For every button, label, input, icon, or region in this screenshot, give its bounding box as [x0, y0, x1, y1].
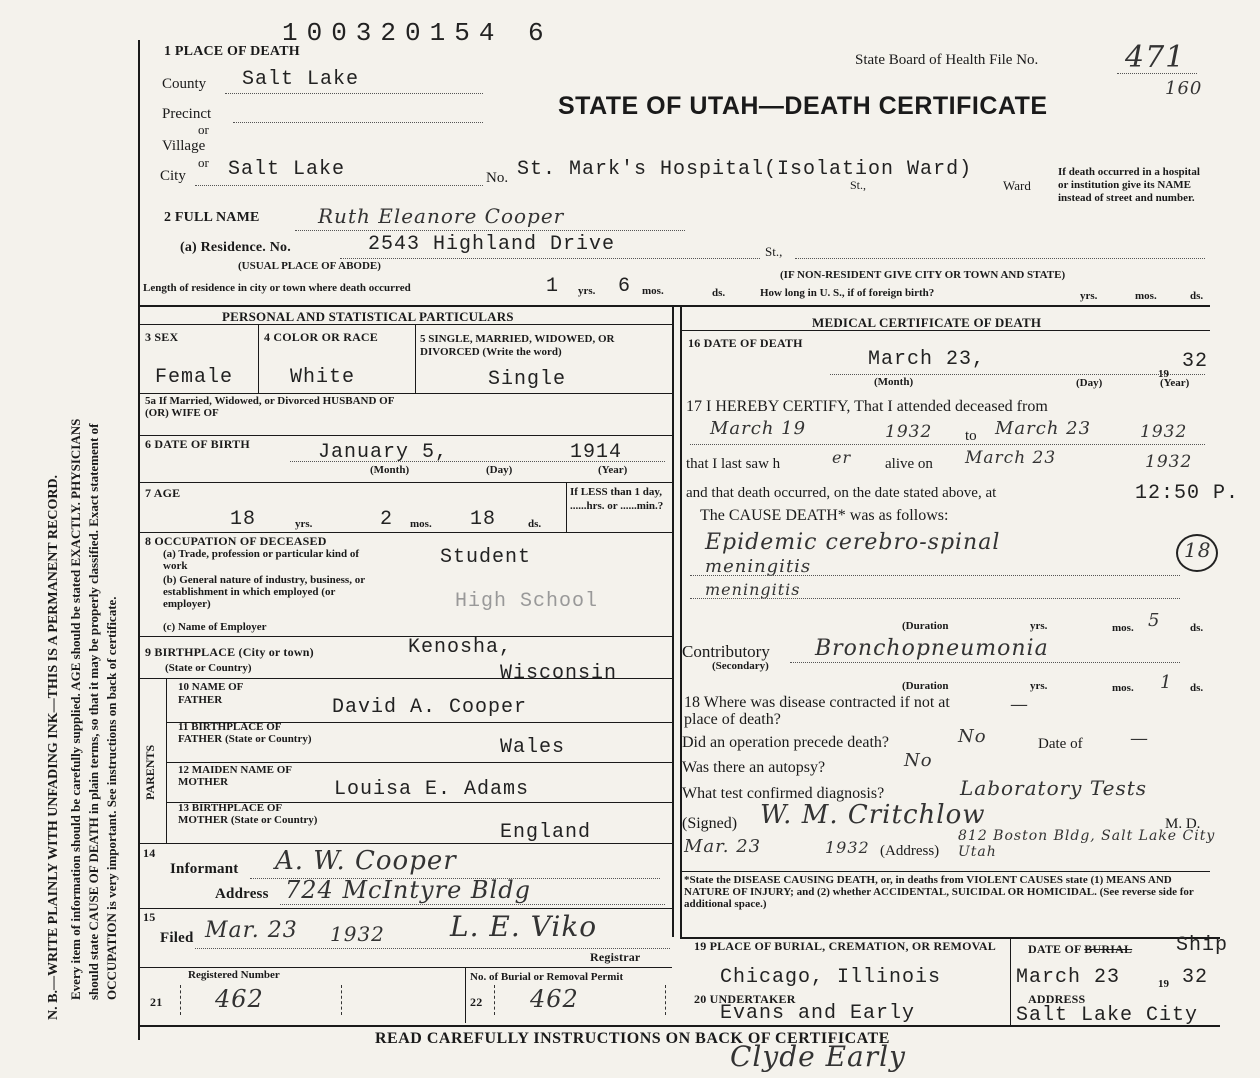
length-label: Length of residence in city or town where death occurred: [143, 282, 411, 294]
filed-date: Mar. 23: [205, 918, 298, 943]
birthplace-city: Kenosha,: [408, 636, 513, 659]
cause-code: 18: [1184, 538, 1212, 562]
physician-signature: W. M. Critchlow: [760, 800, 986, 830]
certify-text: 17 I HEREBY CERTIFY, That I attended deceased from: [686, 398, 1048, 415]
hospital-note: If death occurred in a hospital or institution give its NAME instead of street and number.: [1058, 166, 1200, 204]
death-time-text: and that death occurred, on the date stated above, at: [686, 485, 997, 501]
abode-note: (USUAL PLACE OF ABODE): [238, 260, 381, 272]
spouse-label: 5a If Married, Widowed, or Divorced HUSBAND OF (OR) WIFE OF: [145, 395, 395, 419]
attended-from: March 19: [710, 418, 807, 439]
burial-permit-label: No. of Burial or Removal Permit: [470, 971, 624, 983]
age-months: 2: [380, 508, 394, 531]
place-of-death-heading: 1 PLACE OF DEATH: [164, 44, 300, 59]
occupation-label: 8 OCCUPATION OF DECEASED: [145, 534, 327, 548]
parents-label: PARENTS: [143, 744, 157, 800]
informant-address: 724 McIntyre Bldg: [285, 876, 531, 904]
race-value: White: [290, 366, 356, 389]
last-saw-text: that I last saw h: [686, 456, 781, 472]
autopsy-label: Was there an autopsy?: [682, 759, 826, 776]
footnote: *State the DISEASE CAUSING DEATH, or, in deaths from VIOLENT CAUSES state (1) MEANS AND NATURE OF INJURY; and (2) whether ACCIDENTAL, SUICIDAL OR HOMICIDAL. (See reverse side for additional space.): [684, 874, 1194, 910]
undertaker-address-label: ADDRESS: [1028, 992, 1086, 1006]
village-label: Village: [162, 138, 206, 154]
informant-value: A. W. Cooper: [275, 846, 457, 876]
sex-label: 3 SEX: [145, 330, 179, 344]
dob-value: January 5,: [318, 441, 449, 464]
test-value: Laboratory Tests: [960, 776, 1148, 800]
burial-place-label: 19 PLACE OF BURIAL, CREMATION, OR REMOVAL: [694, 939, 996, 953]
father-birthplace-label: 11 BIRTHPLACE OF FATHER (State or Country): [178, 721, 312, 745]
signed-date: Mar. 23: [684, 836, 762, 857]
father-label: 10 NAME OF FATHER: [178, 681, 243, 706]
alive-date: March 23: [965, 448, 1057, 468]
less-than-label: If LESS than 1 day, ......hrs. or ......min.?: [570, 486, 664, 512]
filed-label: Filed: [160, 930, 194, 946]
mother-birthplace-label: 13 BIRTHPLACE OF MOTHER (State or Country): [178, 802, 318, 826]
cause-label: The CAUSE DEATH* was as follows:: [700, 507, 949, 524]
physician-address: 812 Boston Bldg, Salt Lake City Utah: [958, 828, 1216, 860]
race-label: 4 COLOR OR RACE: [264, 330, 379, 344]
residence-value: 2543 Highland Drive: [368, 233, 616, 256]
operation-label: Did an operation precede death?: [682, 734, 890, 751]
undertaker-signature: Clyde Early: [730, 1040, 906, 1073]
operation-value: No: [958, 726, 987, 747]
death-certificate: N. B.—WRITE PLAINLY WITH UNFADING INK—THIS IS A PERMANENT RECORD. Every item of information should be carefully supplied. AGE should be stated EXACTLY. PHYSICIANS should state CAUSE OF DEATH in plain terms, so that it may be properly classified. Exact statement of OCCUPATION is very important. See instructions on back of certificate. 100320154 6 State Board of Health File No. 471 160 STATE OF UTAH—DEATH CERTIFICATE 1 PLACE OF DEATH County Salt Lake Precinct or Village or City Salt Lake No. St. Mark's Hospital(Isolation Ward) St., Ward If death occurred in a hospital or institution give its NAME instead of street and number. 2 FULL NAME Ruth Eleanore Cooper (a) Residence. No. 2543 Highland Drive St., (USUAL PLACE OF ABODE) (IF NON-RESIDENT GIVE CITY OR TOWN AND STATE) Length of residence in city or town where death occurred 1 yrs. 6 mos. ds. How long in U. S., if of foreign birth? yrs. mos. ds. PERSONAL AND STATISTICAL PARTICULARS 3 SEX Female 4 COLOR OR RACE White 5 SINGLE, MARRIED, WIDOWED, OR DIVORCED (Write the word) Single 5a If Married, Widowed, or Divorced HUSBAND OF (OR) WIFE OF 6 DATE OF BIRTH January 5, 1914 (Month) (Day) (Year) 7 AGE 18 yrs. 2 mos. 18 ds. If LESS than 1 day, ......hrs. or ......min.? 8 OCCUPATION OF DECEASED (a) Trade, profession or particular kind of work Student (b) General nature of industry, business, or establishment in which employed (or employer) High School (c) Name of Employer 9 BIRTHPLACE (City or town) (State or Country) Kenosha, Wisconsin PARENTS 10 NAME OF FATHER David A. Cooper 11 BIRTHPLACE OF FATHER (State or Country) Wales 12 MAIDEN NAME OF MOTHER Louisa E. Adams 13 BIRTHPLACE OF MOTHER (State or Country) England 14 Informant A. W. Cooper Address 724 McIntyre Bldg 15 Filed Mar. 23 1932 L. E. Viko Registrar Registered Number 21 462 No. of Burial or Removal Permit 22 462 MEDICAL CERTIFICATE OF DEATH 16 DATE OF DEATH March 23, 19 32 (Month) (Day) (Year) 17 I HEREBY CERTIFY, That I attended deceased from March 19 1932 to March 23 1932 that I last saw h er alive on March 23 1932 and that death occurred, on the date stated above, at 12:50 P. The CAUSE DEATH* was as follows: Epidemic cerebro-spinal 18 meningitis meningitis (Duration yrs. mos. 5 ds. Contributory (Secondary) Bronchopneumonia (Duration yrs. mos. 1 ds. 18 Where was disease contracted if not at place of death? — Did an operation precede death? No Date of — Was there an autopsy? No What test confirmed diagnosis? Laboratory Tests (Signed) W. M. Critchlow M. D. Mar. 23 1932 (Address) 812 Boston Bldg, Salt Lake City Utah *State the DISEASE CAUSING DEATH, or, in deaths from VIOLENT CAUSES state (1) MEANS AND NATURE OF INJURY; and (2) whether ACCIDENTAL, SUICIDAL OR HOMICIDAL. (See reverse side for additional space.) 19 PLACE OF BURIAL, CREMATION, OR REMOVAL Chicago, Illinois DATE OF BURIAL Ship March 23 19 32 20 UNDERTAKER Evans and Early ADDRESS Salt Lake City READ CAREFULLY INSTRUCTIONS ON BACK OF CERTIFICATE Clyde Early: [46, 18, 1240, 1073]
sex-value: Female: [155, 366, 234, 389]
city-label: City: [160, 168, 186, 184]
registered-number: 462: [215, 985, 264, 1013]
burial-date-label: DATE OF BURIAL: [1028, 942, 1133, 956]
date-of-death: March 23,: [868, 348, 986, 371]
death-time: 12:50 P.: [1135, 482, 1240, 505]
signed-label: (Signed): [682, 815, 738, 832]
medical-heading: MEDICAL CERTIFICATE OF DEATH: [812, 315, 1042, 330]
age-days: 18: [470, 508, 497, 531]
residence-label: (a) Residence. No.: [180, 240, 291, 255]
dob-year: 1914: [570, 441, 623, 464]
length-years: 1: [546, 275, 560, 298]
undertaker-label: 20 UNDERTAKER: [694, 992, 796, 1006]
cause-duration: 5: [1148, 610, 1161, 631]
death-year: 32: [1182, 350, 1209, 373]
file-number: 471: [1125, 40, 1186, 75]
undertaker-address: Salt Lake City: [1016, 1004, 1199, 1027]
filed-year: 1932: [330, 922, 385, 946]
test-label: What test confirmed diagnosis?: [682, 785, 885, 802]
precinct-label: Precinct: [162, 106, 212, 122]
side-note-1: N. B.—WRITE PLAINLY WITH UNFADING INK—THIS IS A PERMANENT RECORD.: [46, 474, 61, 1020]
mother-value: Louisa E. Adams: [334, 778, 530, 801]
burial-permit-number: 462: [530, 985, 579, 1013]
registrar-label: Registrar: [590, 950, 641, 964]
burial-year: 32: [1182, 966, 1209, 989]
county-value: Salt Lake: [242, 68, 360, 91]
serial-number: 100320154 6: [282, 18, 553, 48]
informant-label: Informant: [170, 861, 239, 877]
marital-label: 5 SINGLE, MARRIED, WIDOWED, OR DIVORCED (Write the word): [420, 333, 615, 358]
side-note-3: should state CAUSE OF DEATH in plain terms, so that it may be properly classified. Exact statement of: [86, 423, 101, 1000]
mother-birthplace: England: [500, 821, 592, 844]
registered-number-label: Registered Number: [188, 969, 280, 981]
cause-line-1: Epidemic cerebro-spinal: [705, 530, 1001, 555]
footer-instructions: READ CAREFULLY INSTRUCTIONS ON BACK OF CERTIFICATE: [375, 1030, 890, 1047]
father-value: David A. Cooper: [332, 696, 528, 719]
county-label: County: [162, 76, 207, 92]
burial-date: March 23: [1016, 966, 1121, 989]
autopsy-value: No: [904, 750, 933, 771]
industry-value: High School: [455, 590, 599, 613]
cause-line-2: meningitis: [705, 556, 812, 577]
birthplace-state: Wisconsin: [500, 662, 618, 685]
side-note-4: OCCUPATION is very important. See instructions on back of certificate.: [104, 596, 119, 1000]
date-of-death-label: 16 DATE OF DEATH: [688, 336, 803, 350]
contributory-value: Bronchopneumonia: [815, 636, 1049, 661]
father-birthplace: Wales: [500, 736, 566, 759]
full-name-value: Ruth Eleanore Cooper: [318, 204, 565, 228]
contributory-label: Contributory: [682, 642, 770, 661]
personal-heading: PERSONAL AND STATISTICAL PARTICULARS: [222, 309, 514, 324]
foreign-label: How long in U. S., if of foreign birth?: [760, 287, 935, 299]
registrar-signature: L. E. Viko: [450, 910, 598, 943]
occupation-value: Student: [440, 546, 532, 569]
mother-label: 12 MAIDEN NAME OF MOTHER: [178, 764, 292, 788]
side-note-2: Every item of information should be carefully supplied. AGE should be stated EXACTLY. PHYSICIANS: [68, 418, 83, 1000]
attended-to: March 23: [995, 418, 1092, 439]
certificate-title: STATE OF UTAH—DEATH CERTIFICATE: [558, 92, 1048, 120]
dob-label: 6 DATE OF BIRTH: [145, 437, 250, 451]
length-months: 6: [618, 275, 632, 298]
age-years: 18: [230, 508, 257, 531]
cause-line-3: meningitis: [705, 580, 801, 599]
full-name-label: 2 FULL NAME: [164, 210, 260, 225]
nonresident-note: (IF NON-RESIDENT GIVE CITY OR TOWN AND STATE): [780, 269, 1066, 281]
hospital-value: St. Mark's Hospital(Isolation Ward): [517, 158, 973, 181]
age-label: 7 AGE: [145, 486, 181, 500]
marital-value: Single: [488, 368, 567, 391]
file-number-label: State Board of Health File No.: [855, 52, 1039, 68]
where-contracted-label: 18 Where was disease contracted if not at place of death?: [684, 694, 950, 728]
birthplace-label: 9 BIRTHPLACE (City or town): [145, 645, 314, 659]
city-value: Salt Lake: [228, 158, 346, 181]
burial-place: Chicago, Illinois: [720, 966, 942, 989]
undertaker-value: Evans and Early: [720, 1002, 916, 1025]
informant-address-label: Address: [215, 886, 269, 902]
file-sub-number: 160: [1165, 78, 1203, 99]
contributory-duration: 1: [1160, 672, 1173, 693]
